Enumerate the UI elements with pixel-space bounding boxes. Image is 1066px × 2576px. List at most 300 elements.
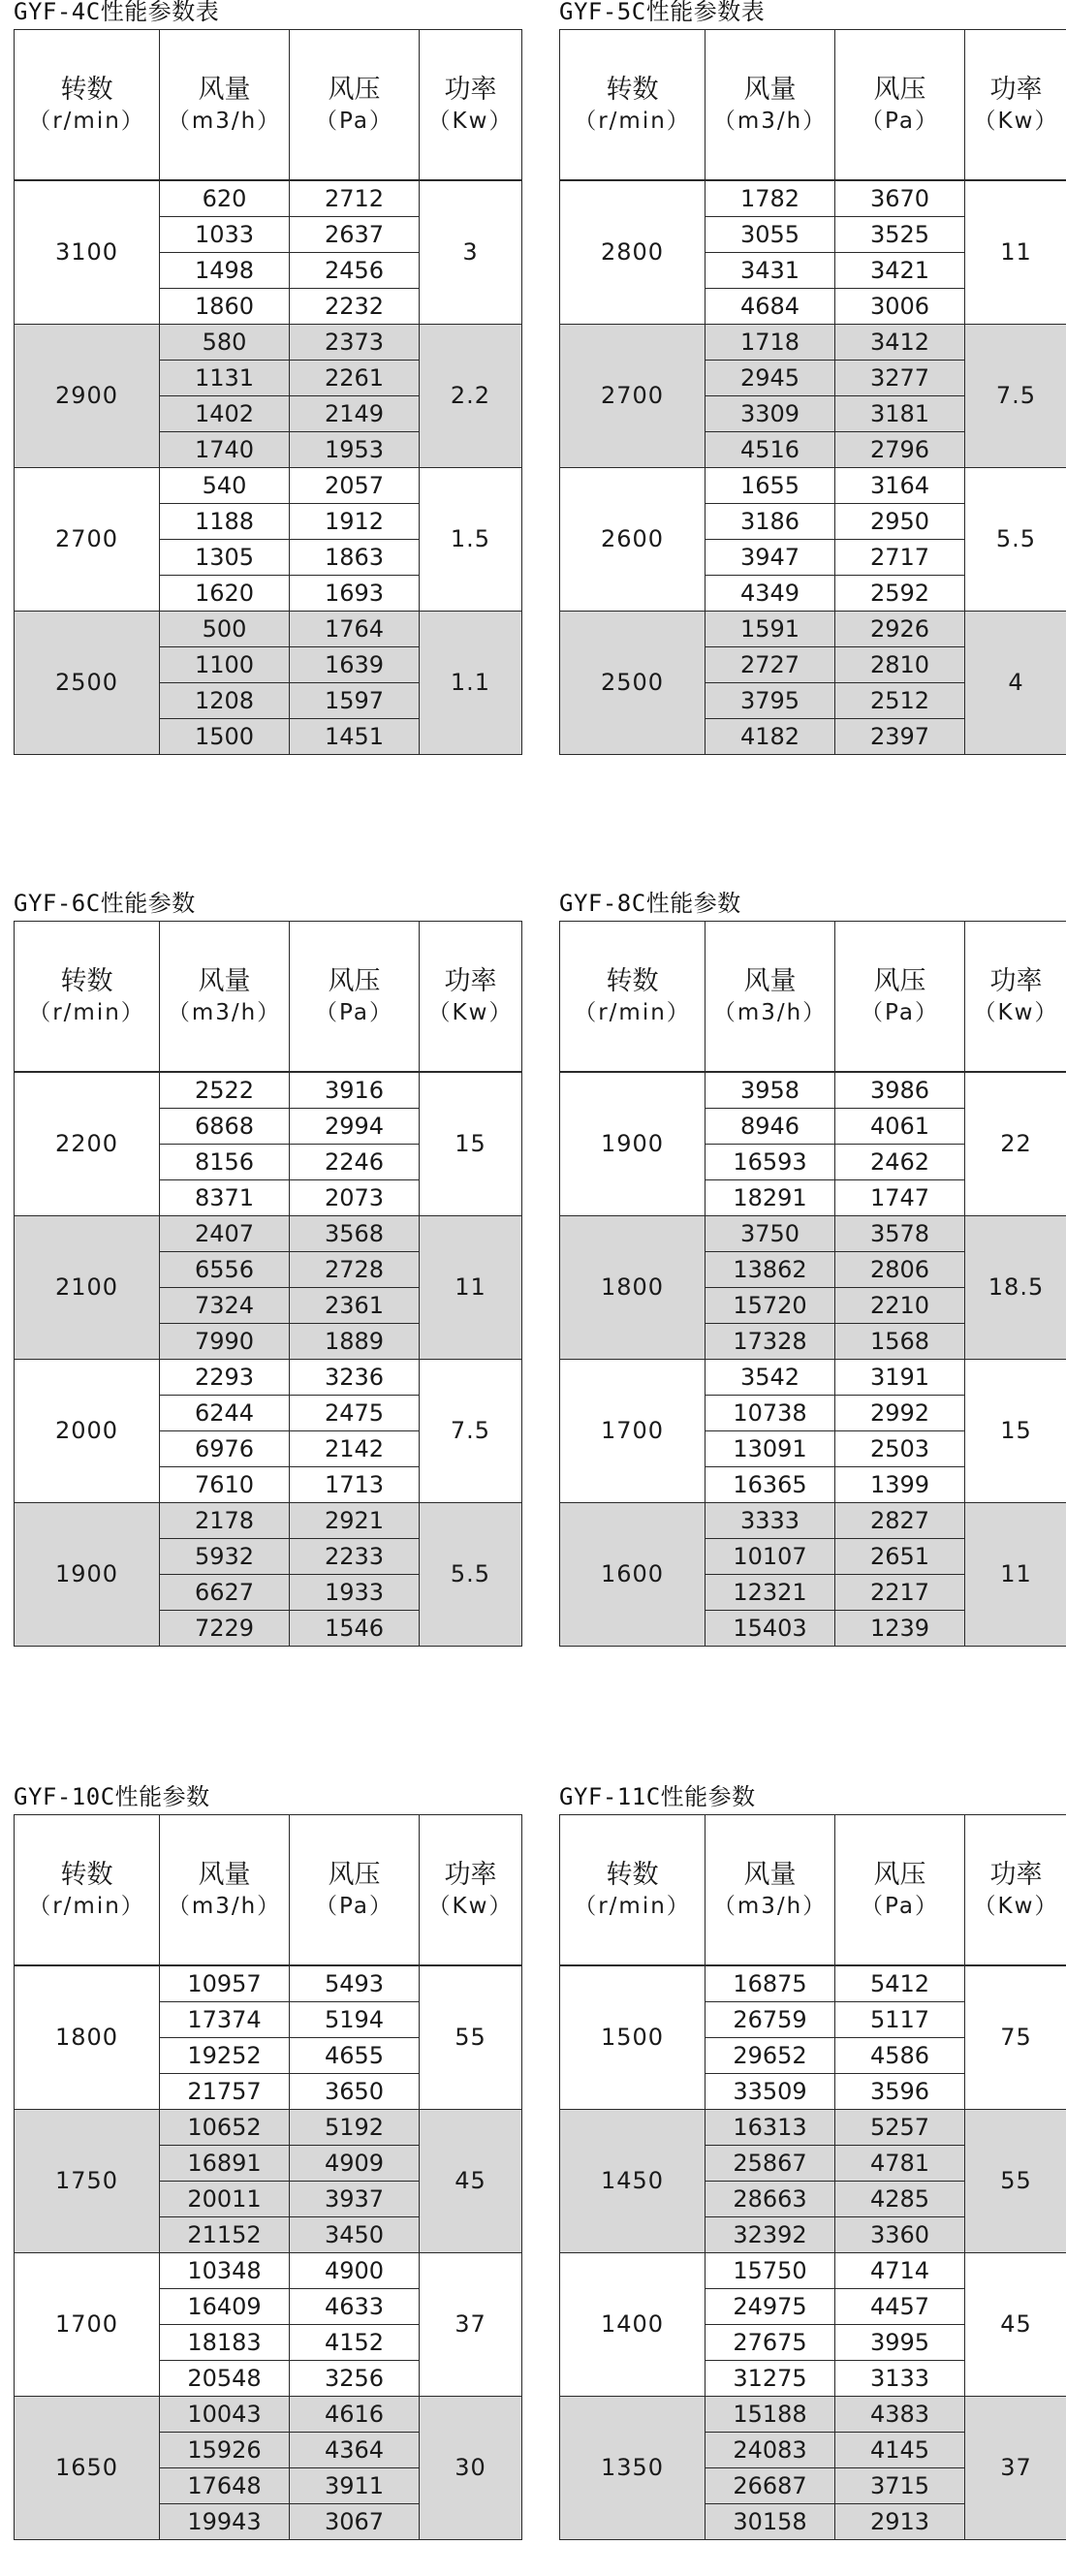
table-title: GYF-4C性能参数表 (14, 0, 220, 25)
flow-cell: 24975 (705, 2289, 835, 2325)
header-flow-label: 风量 (743, 74, 797, 105)
speed-cell: 1800 (560, 1216, 705, 1360)
flow-cell: 1620 (160, 576, 290, 612)
header-speed-label: 转数 (60, 965, 113, 996)
flow-cell: 7990 (160, 1324, 290, 1360)
header-speed-label: 转数 (60, 1859, 113, 1890)
power-cell: 7.5 (965, 325, 1066, 468)
flow-cell: 15188 (705, 2397, 835, 2433)
flow-cell: 17374 (160, 2002, 290, 2038)
table-title: GYF-11C性能参数 (559, 1783, 756, 1810)
header-row (15, 1815, 522, 1965)
flow-cell: 3958 (705, 1073, 835, 1109)
pressure-cell: 4364 (290, 2433, 420, 2468)
pressure-cell: 2806 (835, 1252, 965, 1288)
header-row (560, 1815, 1066, 1965)
flow-cell: 580 (160, 325, 290, 361)
header-power-unit: （Kw） (973, 109, 1059, 135)
table-row (560, 1360, 1066, 1396)
header-speed-label: 转数 (606, 965, 659, 996)
flow-cell: 3542 (705, 1360, 835, 1396)
flow-cell: 8156 (160, 1145, 290, 1180)
header-pressure-label: 风压 (873, 965, 926, 996)
header-speed (15, 922, 160, 1072)
pressure-cell: 2950 (835, 504, 965, 540)
power-cell: 5.5 (965, 468, 1066, 612)
flow-cell: 6627 (160, 1575, 290, 1611)
flow-cell: 19943 (160, 2504, 290, 2540)
header-flow-label: 风量 (198, 74, 251, 105)
pressure-cell: 3568 (290, 1216, 420, 1252)
pressure-cell: 3650 (290, 2074, 420, 2110)
flow-cell: 29652 (705, 2038, 835, 2074)
pressure-cell: 3277 (835, 361, 965, 396)
speed-cell: 1750 (15, 2110, 160, 2253)
header-power (420, 30, 522, 180)
table-row (15, 2397, 522, 2433)
speed-cell: 1700 (15, 2253, 160, 2397)
flow-cell: 1782 (705, 181, 835, 217)
flow-cell: 500 (160, 612, 290, 647)
speed-cell: 2600 (560, 468, 705, 612)
pressure-cell: 1568 (835, 1324, 965, 1360)
flow-cell: 1591 (705, 612, 835, 647)
pressure-cell: 1912 (290, 504, 420, 540)
flow-cell: 2727 (705, 647, 835, 683)
flow-cell: 16875 (705, 1966, 835, 2002)
pressure-cell: 3715 (835, 2468, 965, 2504)
table-title: GYF-5C性能参数表 (559, 0, 766, 25)
flow-cell: 3186 (705, 504, 835, 540)
header-flow-unit: （m3/h） (712, 109, 828, 135)
spec-table-block (14, 0, 521, 755)
header-pressure-unit: （Pa） (315, 1000, 393, 1026)
pressure-cell: 3596 (835, 2074, 965, 2110)
header-flow-label: 风量 (743, 965, 797, 996)
flow-cell: 17648 (160, 2468, 290, 2504)
speed-cell: 1900 (560, 1073, 705, 1216)
pressure-cell: 2073 (290, 1180, 420, 1216)
table-row (15, 1966, 522, 2002)
power-cell: 55 (965, 2110, 1066, 2253)
header-pressure-unit: （Pa） (861, 1894, 939, 1920)
flow-cell: 20548 (160, 2361, 290, 2397)
header-speed-unit: （r/min） (28, 109, 145, 135)
pressure-cell: 4909 (290, 2146, 420, 2182)
pressure-cell: 5192 (290, 2110, 420, 2146)
header-power-unit: （Kw） (427, 1000, 514, 1026)
header-pressure (290, 1815, 420, 1965)
pressure-cell: 3421 (835, 253, 965, 289)
pressure-cell: 3412 (835, 325, 965, 361)
pressure-cell: 1399 (835, 1467, 965, 1503)
header-flow-unit: （m3/h） (712, 1894, 828, 1920)
flow-cell: 15720 (705, 1288, 835, 1324)
pressure-cell: 3191 (835, 1360, 965, 1396)
pressure-cell: 4145 (835, 2433, 965, 2468)
header-power (965, 30, 1066, 180)
power-cell: 5.5 (420, 1503, 522, 1647)
flow-cell: 16365 (705, 1467, 835, 1503)
flow-cell: 16409 (160, 2289, 290, 2325)
speed-cell: 1500 (560, 1966, 705, 2110)
header-power (420, 1815, 522, 1965)
header-pressure-label: 风压 (873, 1859, 926, 1890)
flow-cell: 15926 (160, 2433, 290, 2468)
header-speed-label: 转数 (606, 1859, 659, 1890)
header-speed-label: 转数 (60, 74, 113, 105)
flow-cell: 6556 (160, 1252, 290, 1288)
flow-cell: 1305 (160, 540, 290, 576)
spec-table-block (559, 892, 1066, 1647)
pressure-cell: 3067 (290, 2504, 420, 2540)
pressure-cell: 1546 (290, 1611, 420, 1647)
header-power-label: 功率 (444, 965, 497, 996)
pressure-cell: 4781 (835, 2146, 965, 2182)
header-flow (705, 922, 835, 1072)
table-row (15, 1216, 522, 1252)
pressure-cell: 2921 (290, 1503, 420, 1539)
flow-cell: 10957 (160, 1966, 290, 2002)
table-row (15, 1360, 522, 1396)
header-power (965, 922, 1066, 1072)
spec-table (559, 921, 1066, 1647)
header-pressure-label: 风压 (328, 1859, 381, 1890)
power-cell: 15 (965, 1360, 1066, 1503)
speed-cell: 2700 (15, 468, 160, 612)
spec-table (14, 29, 522, 755)
pressure-cell: 2462 (835, 1145, 965, 1180)
header-pressure (290, 922, 420, 1072)
pressure-cell: 5194 (290, 2002, 420, 2038)
pressure-cell: 2728 (290, 1252, 420, 1288)
header-power-unit: （Kw） (973, 1894, 1059, 1920)
header-power-label: 功率 (989, 74, 1043, 105)
flow-cell: 2407 (160, 1216, 290, 1252)
speed-cell: 2200 (15, 1073, 160, 1216)
pressure-cell: 1764 (290, 612, 420, 647)
flow-cell: 1718 (705, 325, 835, 361)
pressure-cell: 4383 (835, 2397, 965, 2433)
flow-cell: 24083 (705, 2433, 835, 2468)
spec-table (14, 921, 522, 1647)
pressure-cell: 2397 (835, 719, 965, 755)
header-pressure-unit: （Pa） (315, 1894, 393, 1920)
power-cell: 11 (965, 181, 1066, 325)
speed-cell: 2500 (560, 612, 705, 755)
flow-cell: 12321 (705, 1575, 835, 1611)
header-speed (560, 1815, 705, 1965)
pressure-cell: 5257 (835, 2110, 965, 2146)
pressure-cell: 2057 (290, 468, 420, 504)
pressure-cell: 2217 (835, 1575, 965, 1611)
power-cell: 1.5 (420, 468, 522, 612)
header-power (965, 1815, 1066, 1965)
pressure-cell: 4714 (835, 2253, 965, 2289)
flow-cell: 2178 (160, 1503, 290, 1539)
pressure-cell: 3006 (835, 289, 965, 325)
flow-cell: 26759 (705, 2002, 835, 2038)
flow-cell: 4684 (705, 289, 835, 325)
table-row (15, 1073, 522, 1109)
header-flow (160, 922, 290, 1072)
pressure-cell: 2233 (290, 1539, 420, 1575)
power-cell: 37 (965, 2397, 1066, 2540)
power-cell: 22 (965, 1073, 1066, 1216)
speed-cell: 1600 (560, 1503, 705, 1647)
table-row (15, 181, 522, 217)
power-cell: 18.5 (965, 1216, 1066, 1360)
speed-cell: 1900 (15, 1503, 160, 1647)
table-row (15, 1503, 522, 1539)
flow-cell: 26687 (705, 2468, 835, 2504)
pressure-cell: 3525 (835, 217, 965, 253)
header-pressure-label: 风压 (328, 74, 381, 105)
speed-cell: 2500 (15, 612, 160, 755)
header-speed (15, 1815, 160, 1965)
flow-cell: 1033 (160, 217, 290, 253)
pressure-cell: 2361 (290, 1288, 420, 1324)
header-pressure (835, 922, 965, 1072)
flow-cell: 10107 (705, 1539, 835, 1575)
pressure-cell: 1953 (290, 432, 420, 468)
flow-cell: 33509 (705, 2074, 835, 2110)
pressure-cell: 4285 (835, 2182, 965, 2217)
table-row (560, 2253, 1066, 2289)
pressure-cell: 1597 (290, 683, 420, 719)
flow-cell: 10043 (160, 2397, 290, 2433)
power-cell: 2.2 (420, 325, 522, 468)
header-row (15, 30, 522, 180)
header-flow-unit: （m3/h） (712, 1000, 828, 1026)
flow-cell: 13091 (705, 1431, 835, 1467)
speed-cell: 2700 (560, 325, 705, 468)
pressure-cell: 1747 (835, 1180, 965, 1216)
pressure-cell: 3916 (290, 1073, 420, 1109)
flow-cell: 15403 (705, 1611, 835, 1647)
pressure-cell: 2232 (290, 289, 420, 325)
flow-cell: 4349 (705, 576, 835, 612)
pressure-cell: 3995 (835, 2325, 965, 2361)
pressure-cell: 2592 (835, 576, 965, 612)
flow-cell: 8371 (160, 1180, 290, 1216)
header-pressure-unit: （Pa） (861, 109, 939, 135)
flow-cell: 1500 (160, 719, 290, 755)
header-power-label: 功率 (989, 965, 1043, 996)
flow-cell: 31275 (705, 2361, 835, 2397)
header-pressure (835, 30, 965, 180)
pressure-cell: 3236 (290, 1360, 420, 1396)
table-row (560, 468, 1066, 504)
flow-cell: 7324 (160, 1288, 290, 1324)
pressure-cell: 3911 (290, 2468, 420, 2504)
speed-cell: 2800 (560, 181, 705, 325)
table-row (560, 2110, 1066, 2146)
flow-cell: 2522 (160, 1073, 290, 1109)
table-row (560, 1966, 1066, 2002)
spec-table (559, 29, 1066, 755)
pressure-cell: 2712 (290, 181, 420, 217)
power-cell: 30 (420, 2397, 522, 2540)
flow-cell: 16593 (705, 1145, 835, 1180)
pressure-cell: 4616 (290, 2397, 420, 2433)
pressure-cell: 3133 (835, 2361, 965, 2397)
flow-cell: 3947 (705, 540, 835, 576)
table-row (560, 181, 1066, 217)
pressure-cell: 5117 (835, 2002, 965, 2038)
header-speed-unit: （r/min） (574, 1894, 691, 1920)
pressure-cell: 4900 (290, 2253, 420, 2289)
flow-cell: 1188 (160, 504, 290, 540)
speed-cell: 2900 (15, 325, 160, 468)
power-cell: 1.1 (420, 612, 522, 755)
pressure-cell: 2456 (290, 253, 420, 289)
flow-cell: 17328 (705, 1324, 835, 1360)
flow-cell: 6868 (160, 1109, 290, 1145)
flow-cell: 7229 (160, 1611, 290, 1647)
flow-cell: 20011 (160, 2182, 290, 2217)
pressure-cell: 4061 (835, 1109, 965, 1145)
power-cell: 4 (965, 612, 1066, 755)
power-cell: 7.5 (420, 1360, 522, 1503)
flow-cell: 1402 (160, 396, 290, 432)
header-power (420, 922, 522, 1072)
pressure-cell: 2992 (835, 1396, 965, 1431)
pressure-cell: 4152 (290, 2325, 420, 2361)
power-cell: 11 (420, 1216, 522, 1360)
pressure-cell: 2827 (835, 1503, 965, 1539)
flow-cell: 4182 (705, 719, 835, 755)
spec-table (559, 1814, 1066, 2540)
spec-table-block (559, 0, 1066, 755)
table-row (560, 612, 1066, 647)
flow-cell: 620 (160, 181, 290, 217)
pressure-cell: 3670 (835, 181, 965, 217)
pressure-cell: 2512 (835, 683, 965, 719)
flow-cell: 16313 (705, 2110, 835, 2146)
pressure-cell: 2717 (835, 540, 965, 576)
flow-cell: 3795 (705, 683, 835, 719)
flow-cell: 10348 (160, 2253, 290, 2289)
flow-cell: 27675 (705, 2325, 835, 2361)
header-flow (705, 30, 835, 180)
pressure-cell: 2926 (835, 612, 965, 647)
flow-cell: 1740 (160, 432, 290, 468)
flow-cell: 10652 (160, 2110, 290, 2146)
flow-cell: 3055 (705, 217, 835, 253)
header-pressure-unit: （Pa） (315, 109, 393, 135)
pressure-cell: 2637 (290, 217, 420, 253)
flow-cell: 7610 (160, 1467, 290, 1503)
power-cell: 11 (965, 1503, 1066, 1647)
table-title: GYF-10C性能参数 (14, 1783, 210, 1810)
flow-cell: 1100 (160, 647, 290, 683)
header-pressure-label: 风压 (328, 965, 381, 996)
header-flow-unit: （m3/h） (167, 109, 282, 135)
table-row (560, 1073, 1066, 1109)
flow-cell: 30158 (705, 2504, 835, 2540)
table-row (15, 468, 522, 504)
pressure-cell: 1713 (290, 1467, 420, 1503)
speed-cell: 2000 (15, 1360, 160, 1503)
speed-cell: 1400 (560, 2253, 705, 2397)
pressure-cell: 2246 (290, 1145, 420, 1180)
pressure-cell: 1239 (835, 1611, 965, 1647)
flow-cell: 1655 (705, 468, 835, 504)
flow-cell: 21757 (160, 2074, 290, 2110)
flow-cell: 540 (160, 468, 290, 504)
flow-cell: 32392 (705, 2217, 835, 2253)
spec-table (14, 1814, 522, 2540)
pressure-cell: 2503 (835, 1431, 965, 1467)
pressure-cell: 1889 (290, 1324, 420, 1360)
pressure-cell: 1693 (290, 576, 420, 612)
header-speed (15, 30, 160, 180)
pressure-cell: 2810 (835, 647, 965, 683)
flow-cell: 15750 (705, 2253, 835, 2289)
pressure-cell: 2651 (835, 1539, 965, 1575)
pressure-cell: 1933 (290, 1575, 420, 1611)
header-power-label: 功率 (444, 1859, 497, 1890)
flow-cell: 1208 (160, 683, 290, 719)
header-flow-unit: （m3/h） (167, 1000, 282, 1026)
flow-cell: 3333 (705, 1503, 835, 1539)
table-title: GYF-6C性能参数 (14, 890, 196, 917)
pressure-cell: 3937 (290, 2182, 420, 2217)
header-power-label: 功率 (444, 74, 497, 105)
flow-cell: 18291 (705, 1180, 835, 1216)
pressure-cell: 5412 (835, 1966, 965, 2002)
header-speed-unit: （r/min） (28, 1000, 145, 1026)
flow-cell: 5932 (160, 1539, 290, 1575)
spec-table-block (14, 1785, 521, 2540)
flow-cell: 2293 (160, 1360, 290, 1396)
header-flow-unit: （m3/h） (167, 1894, 282, 1920)
table-row (560, 325, 1066, 361)
pressure-cell: 2142 (290, 1431, 420, 1467)
flow-cell: 3750 (705, 1216, 835, 1252)
header-power-label: 功率 (989, 1859, 1043, 1890)
pressure-cell: 1639 (290, 647, 420, 683)
header-flow-label: 风量 (198, 965, 251, 996)
header-row (560, 922, 1066, 1072)
power-cell: 55 (420, 1966, 522, 2110)
header-pressure-unit: （Pa） (861, 1000, 939, 1026)
flow-cell: 16891 (160, 2146, 290, 2182)
table-row (15, 612, 522, 647)
flow-cell: 6244 (160, 1396, 290, 1431)
header-row (15, 922, 522, 1072)
power-cell: 45 (965, 2253, 1066, 2397)
pressure-cell: 2373 (290, 325, 420, 361)
pressure-cell: 3450 (290, 2217, 420, 2253)
pressure-cell: 2994 (290, 1109, 420, 1145)
flow-cell: 25867 (705, 2146, 835, 2182)
flow-cell: 6976 (160, 1431, 290, 1467)
pressure-cell: 2475 (290, 1396, 420, 1431)
header-pressure-label: 风压 (873, 74, 926, 105)
table-row (15, 325, 522, 361)
flow-cell: 28663 (705, 2182, 835, 2217)
pressure-cell: 3181 (835, 396, 965, 432)
flow-cell: 2945 (705, 361, 835, 396)
power-cell: 15 (420, 1073, 522, 1216)
flow-cell: 13862 (705, 1252, 835, 1288)
pressure-cell: 4586 (835, 2038, 965, 2074)
header-flow-label: 风量 (743, 1859, 797, 1890)
header-flow-label: 风量 (198, 1859, 251, 1890)
power-cell: 37 (420, 2253, 522, 2397)
